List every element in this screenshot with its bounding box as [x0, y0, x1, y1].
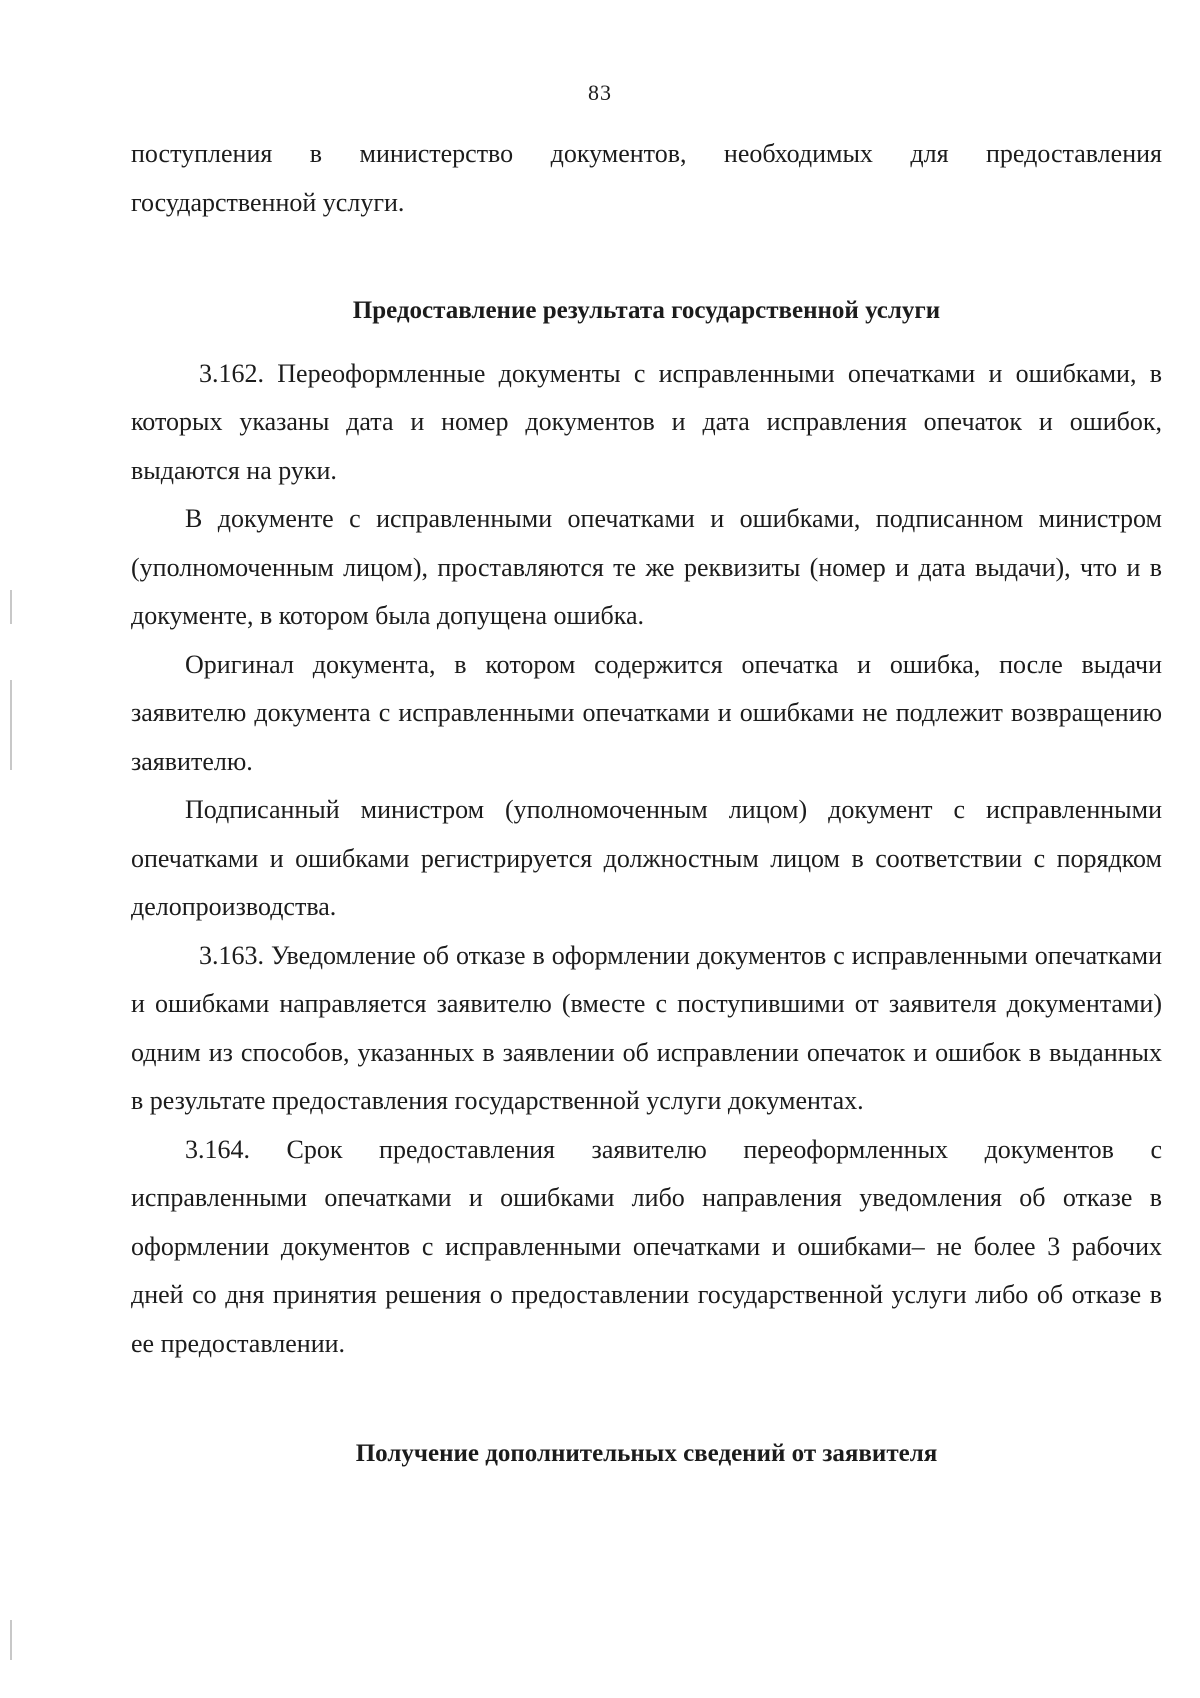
paragraph-3-164: 3.164. Срок предоставления заявителю переоформленных документов с исправленными опечатками и ошибками либо направления уведомления об отказе в оформлении документов с исправленными опечатками и ошибками– не более 3 рабочих дней со дня принятия решения о предоставлении государственной услуги либо об отказе в ее предоставлении. [131, 1134, 1162, 1358]
section-heading-result: Предоставление результата государственной услуги [352, 297, 941, 324]
paragraph-original: Оригинал документа, в котором содержится опечатка и ошибка, после выдачи заявителю документа с исправленными опечатками и ошибками не подлежит возвращению заявителю. [131, 649, 1162, 776]
paragraph-3-163: 3.163. Уведомление об отказе в оформлении документов с исправленными опечатками и ошибками направляется заявителю (вместе с поступившими от заявителя документами) одним из способов, указанных в заявлении об исправлении опечаток и ошибок в выданных в результате предоставления государственной услуги документах. [131, 940, 1162, 1115]
section-heading-additional-info: Получение дополнительных сведений от заявителя [355, 1440, 938, 1467]
paragraph-registration: Подписанный министром (уполномоченным лицом) документ с исправленными опечатками и ошибками регистрируется должностным лицом в соответствии с порядком делопроизводства. [131, 795, 1162, 921]
document-body [131, 130, 1162, 1479]
paragraph-3-162: 3.162. Переоформленные документы с исправленными опечатками и ошибками, в которых указаны дата и номер документов и дата исправления опечаток и ошибок, выдаются на руки. [131, 358, 1162, 485]
page-number: 83 [588, 80, 612, 105]
scan-margin-mark [10, 680, 12, 770]
scan-margin-mark [10, 1620, 12, 1660]
paragraph-requisites: В документе с исправленными опечатками и ошибками, подписанном министром (уполномоченным лицом), проставляются те же реквизиты (номер и дата выдачи), что и в документе, в котором была допущена ошибка. [131, 504, 1162, 630]
paragraph-continuation: поступления в министерство документов, необходимых для предоставления государственной услуги. [131, 139, 1162, 217]
scan-margin-mark [10, 590, 12, 624]
